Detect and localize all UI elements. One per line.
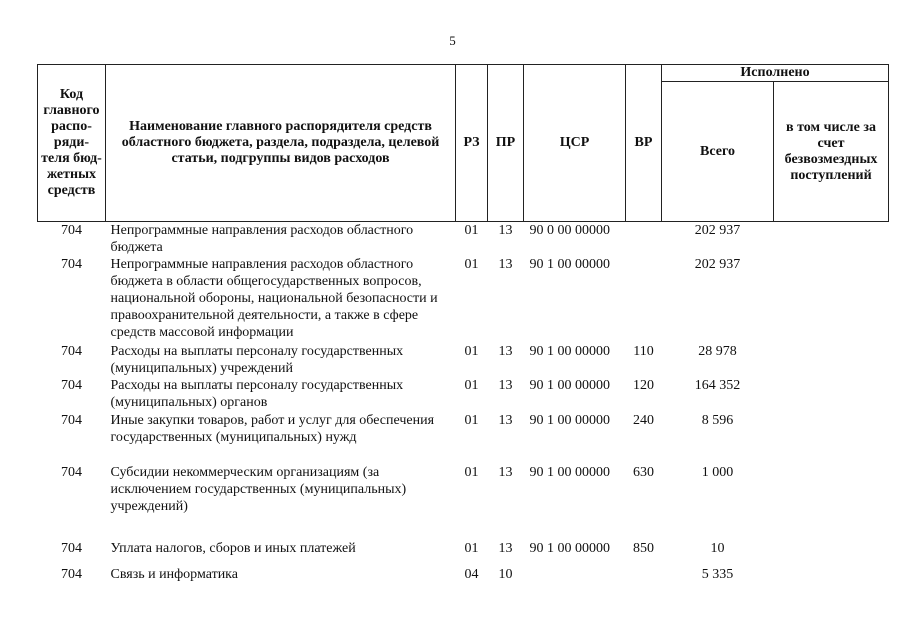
cell-total: 202 937: [694, 223, 741, 238]
cell-pr: 13: [498, 344, 513, 359]
cell-rz: 01: [464, 541, 479, 556]
cell-rz: 01: [464, 465, 479, 480]
header-vr: ВР: [626, 65, 662, 222]
cell-free: [774, 222, 889, 257]
header-code: Код главного распо-ряди-теля бюд-жетных средств: [38, 65, 106, 222]
budget-table-container: [37, 64, 889, 600]
cell-rz: 01: [464, 257, 479, 272]
table-row: [38, 377, 889, 412]
header-executed: Исполнено: [662, 65, 889, 82]
cell-name: Иные закупки товаров, работ и услуг для обеспечения государственных (муниципальных) нужд: [110, 413, 435, 445]
cell-name: Расходы на выплаты персоналу государственных (муниципальных) органов: [110, 378, 404, 410]
cell-name: Субсидии некоммерческим организациям (за исключением государственных (муниципальных) учреждений): [110, 465, 407, 514]
cell-total: 164 352: [694, 378, 741, 393]
cell-vr: 630: [633, 465, 654, 480]
cell-pr: 13: [498, 223, 513, 238]
table-body: [38, 222, 889, 601]
table-header: [38, 65, 889, 222]
cell-vr: [626, 222, 662, 257]
cell-rz: 01: [464, 223, 479, 238]
header-free: в том числе за счет безвозмездных поступлений: [774, 82, 889, 222]
cell-csr: [524, 566, 626, 600]
header-name: Наименование главного распорядителя средств областного бюджета, раздела, подраздела, целевой статьи, подгруппы видов расходов: [106, 65, 456, 222]
cell-code: 704: [61, 257, 82, 272]
table-row: [38, 256, 889, 343]
header-pr: ПР: [488, 65, 524, 222]
cell-csr: 90 1 00 00000: [529, 541, 610, 556]
cell-csr: 90 0 00 00000: [529, 223, 610, 238]
cell-vr: [626, 256, 662, 343]
table-row: [38, 566, 889, 600]
cell-csr: 90 1 00 00000: [529, 344, 610, 359]
budget-table: [37, 64, 889, 600]
cell-code: 704: [61, 378, 82, 393]
cell-total: 8 596: [701, 413, 734, 428]
cell-total: 10: [710, 541, 725, 556]
cell-vr: 110: [633, 344, 654, 359]
cell-code: 704: [61, 465, 82, 480]
cell-rz: 01: [464, 344, 479, 359]
cell-free: [774, 566, 889, 600]
header-csr: ЦСР: [524, 65, 626, 222]
cell-csr: 90 1 00 00000: [529, 257, 610, 272]
cell-pr: 13: [498, 541, 513, 556]
cell-csr: 90 1 00 00000: [529, 378, 610, 393]
header-total: Всего: [662, 82, 774, 222]
cell-name: Уплата налогов, сборов и иных платежей: [110, 541, 356, 556]
page-number: 5: [449, 33, 456, 48]
cell-code: 704: [61, 567, 82, 582]
cell-rz: 01: [464, 378, 479, 393]
cell-total: 28 978: [698, 344, 737, 359]
cell-free: [774, 412, 889, 464]
header-rz: РЗ: [456, 65, 488, 222]
table-row: [38, 464, 889, 532]
cell-vr: 120: [633, 378, 654, 393]
table-row: [38, 222, 889, 257]
cell-free: [774, 343, 889, 377]
table-row: [38, 412, 889, 464]
cell-code: 704: [61, 541, 82, 556]
cell-free: [774, 377, 889, 412]
cell-total: 5 335: [701, 567, 734, 582]
cell-csr: 90 1 00 00000: [529, 413, 610, 428]
cell-free: [774, 532, 889, 566]
cell-name: Связь и информатика: [110, 567, 238, 582]
cell-rz: 04: [464, 567, 479, 582]
cell-free: [774, 464, 889, 532]
cell-free: [774, 256, 889, 343]
cell-vr: 850: [633, 541, 654, 556]
cell-name: Непрограммные направления расходов областного бюджета: [110, 223, 414, 255]
cell-csr: 90 1 00 00000: [529, 465, 610, 480]
cell-pr: 13: [498, 378, 513, 393]
cell-code: 704: [61, 344, 82, 359]
cell-pr: 13: [498, 257, 513, 272]
table-row: [38, 343, 889, 377]
cell-rz: 01: [464, 413, 479, 428]
cell-code: 704: [61, 223, 82, 238]
cell-total: 202 937: [694, 257, 741, 272]
cell-vr: [626, 566, 662, 600]
cell-pr: 10: [498, 567, 513, 582]
cell-name: Расходы на выплаты персоналу государственных (муниципальных) учреждений: [110, 344, 404, 376]
cell-code: 704: [61, 413, 82, 428]
cell-name: Непрограммные направления расходов областного бюджета в области общегосударственных вопросов, национальной обороны, национальной безопасности и правоохранительной деятельности, а также в сфере средств массовой информации: [110, 257, 438, 340]
cell-pr: 13: [498, 413, 513, 428]
table-row: [38, 532, 889, 566]
cell-pr: 13: [498, 465, 513, 480]
cell-vr: 240: [633, 413, 654, 428]
cell-total: 1 000: [701, 465, 734, 480]
